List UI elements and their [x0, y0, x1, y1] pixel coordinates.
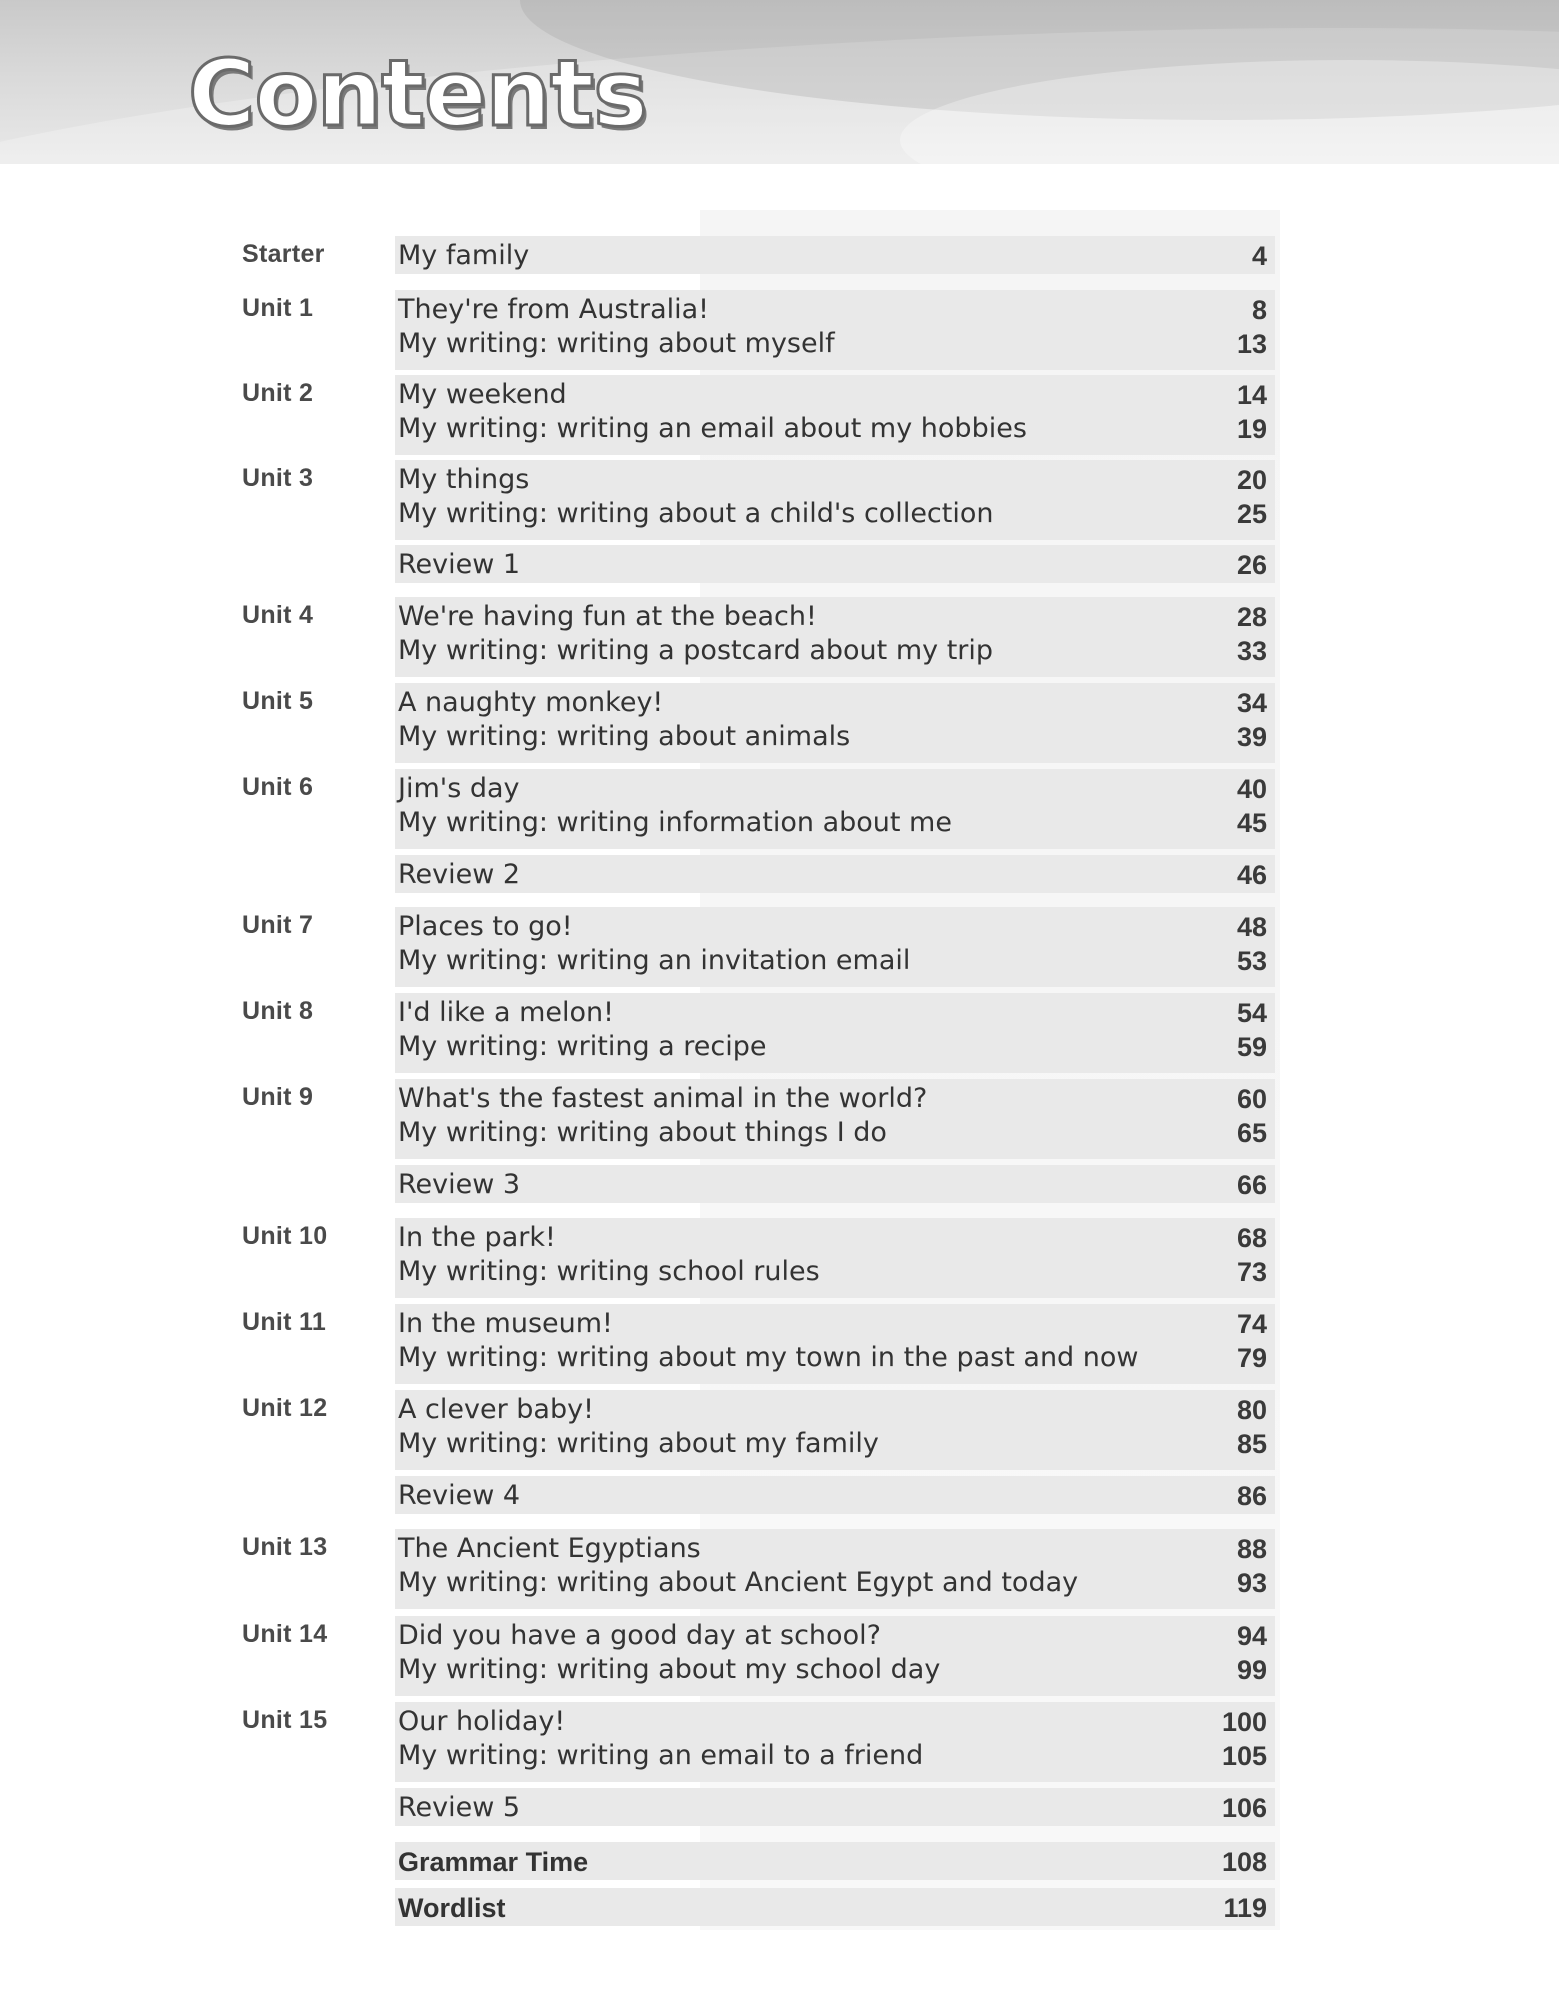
unit-label: Unit 4	[242, 601, 314, 629]
toc-line	[398, 1705, 1267, 1739]
lesson-title: Grammar Time	[398, 1847, 589, 1877]
page-number: 4	[1251, 241, 1267, 271]
unit-label: Unit 1	[242, 294, 314, 322]
unit-label: Unit 15	[242, 1706, 328, 1734]
lesson-title: In the park!	[398, 1222, 556, 1253]
page-number: 60	[1236, 1084, 1267, 1114]
lesson-title: I'd like a melon!	[398, 997, 614, 1028]
lesson-title: My writing: writing about myself	[398, 328, 835, 359]
toc-line	[398, 1393, 1267, 1427]
toc-line	[398, 996, 1267, 1030]
toc-line	[398, 1566, 1267, 1600]
page-number: 85	[1236, 1429, 1267, 1459]
page-number: 25	[1236, 499, 1267, 529]
toc-line	[398, 1427, 1267, 1461]
toc-line	[398, 1739, 1267, 1773]
toc-line	[398, 293, 1267, 327]
unit-label: Unit 9	[242, 1083, 314, 1111]
page-number: 105	[1221, 1741, 1267, 1771]
page-number: 73	[1236, 1257, 1267, 1287]
lesson-title: My writing: writing about my family	[398, 1428, 879, 1459]
toc-line	[398, 1653, 1267, 1687]
toc-line	[398, 1030, 1267, 1064]
lesson-title: My writing: writing information about me	[398, 807, 952, 838]
page-number: 59	[1236, 1032, 1267, 1062]
lesson-title: Our holiday!	[398, 1706, 566, 1737]
toc-entry	[235, 597, 1275, 677]
page-number: 80	[1236, 1395, 1267, 1425]
page-number: 79	[1236, 1343, 1267, 1373]
toc-entry	[235, 1079, 1275, 1159]
toc-line	[398, 378, 1267, 412]
toc-entry	[235, 1476, 1275, 1514]
page-number: 106	[1221, 1793, 1267, 1823]
toc-line	[398, 944, 1267, 978]
lesson-title: Review 2	[398, 859, 521, 890]
page-number: 74	[1236, 1309, 1267, 1339]
toc-line	[398, 720, 1267, 754]
toc-line	[398, 1479, 1267, 1513]
lesson-title: My writing: writing an invitation email	[398, 945, 911, 976]
toc-entry	[235, 1529, 1275, 1609]
toc-line	[398, 497, 1267, 531]
lesson-title: My things	[398, 464, 530, 495]
lesson-title: Review 5	[398, 1792, 521, 1823]
page-number: 19	[1236, 414, 1267, 444]
page-number: 86	[1236, 1481, 1267, 1511]
lesson-title: Review 4	[398, 1480, 521, 1511]
unit-label: Unit 13	[242, 1533, 328, 1561]
toc-entry	[235, 236, 1275, 274]
page-number: 100	[1221, 1707, 1267, 1737]
toc-line	[398, 1255, 1267, 1289]
page-number: 119	[1223, 1893, 1267, 1923]
toc-entry	[235, 1165, 1275, 1203]
lesson-title: My writing: writing an email to a friend	[398, 1740, 924, 1771]
page-number: 93	[1236, 1568, 1267, 1598]
toc-entry	[235, 290, 1275, 370]
lesson-title: The Ancient Egyptians	[398, 1533, 701, 1564]
lesson-title: A naughty monkey!	[398, 687, 664, 718]
page-number: 13	[1236, 329, 1267, 359]
toc-line	[398, 1619, 1267, 1653]
toc-line	[398, 463, 1267, 497]
toc-entry	[235, 907, 1275, 987]
page-number: 99	[1236, 1655, 1267, 1685]
toc-entry	[235, 1788, 1275, 1826]
toc-line	[398, 1307, 1267, 1341]
lesson-title: Wordlist	[398, 1893, 506, 1923]
lesson-title: Review 1	[398, 549, 521, 580]
lesson-title: My writing: writing a postcard about my trip	[398, 635, 994, 666]
toc-line	[398, 239, 1267, 273]
toc-entry	[235, 1888, 1275, 1926]
lesson-title: Places to go!	[398, 911, 573, 942]
page-number: 54	[1236, 998, 1267, 1028]
toc-line	[398, 1168, 1267, 1202]
lesson-title: My writing: writing an email about my hobbies	[398, 413, 1027, 444]
toc-line	[398, 1116, 1267, 1150]
toc-line	[398, 1791, 1267, 1825]
page-number: 8	[1251, 295, 1267, 325]
page-number: 68	[1236, 1223, 1267, 1253]
toc-line	[398, 327, 1267, 361]
lesson-title: Did you have a good day at school?	[398, 1620, 881, 1651]
toc-entry	[235, 1702, 1275, 1782]
lesson-title: My writing: writing about things I do	[398, 1117, 887, 1148]
toc-line	[398, 910, 1267, 944]
unit-label: Unit 14	[242, 1620, 328, 1648]
toc-line	[398, 548, 1267, 582]
unit-label: Unit 6	[242, 773, 314, 801]
toc-entry	[235, 683, 1275, 763]
unit-label: Starter	[242, 240, 325, 268]
toc-line	[398, 1532, 1267, 1566]
toc-line	[398, 1845, 1267, 1879]
page-number: 20	[1236, 465, 1267, 495]
lesson-title: We're having fun at the beach!	[398, 601, 817, 632]
lesson-title: My writing: writing about my school day	[398, 1654, 941, 1685]
lesson-title: My writing: writing about my town in the past and now	[398, 1342, 1139, 1373]
toc-line	[398, 1082, 1267, 1116]
toc-entry	[235, 1842, 1275, 1880]
toc-line	[398, 634, 1267, 668]
lesson-title: My writing: writing about animals	[398, 721, 851, 752]
lesson-title: My family	[398, 240, 530, 271]
unit-label: Unit 12	[242, 1394, 328, 1422]
toc-entry	[235, 1218, 1275, 1298]
page-number: 26	[1236, 550, 1267, 580]
toc-line	[398, 1891, 1267, 1925]
lesson-title: My writing: writing about a child's collection	[398, 498, 994, 529]
toc-entry	[235, 460, 1275, 540]
toc-entry	[235, 545, 1275, 583]
page-number: 28	[1236, 602, 1267, 632]
page-number: 48	[1236, 912, 1267, 942]
toc-line	[398, 858, 1267, 892]
page-number: 33	[1236, 636, 1267, 666]
page-number: 39	[1236, 722, 1267, 752]
page-number: 40	[1236, 774, 1267, 804]
unit-label: Unit 2	[242, 379, 314, 407]
lesson-title: A clever baby!	[398, 1394, 594, 1425]
unit-label: Unit 11	[242, 1308, 327, 1336]
page-number: 53	[1236, 946, 1267, 976]
page-number: 66	[1236, 1170, 1267, 1200]
toc-entry	[235, 1390, 1275, 1470]
toc-line	[398, 412, 1267, 446]
page-number: 34	[1236, 688, 1267, 718]
toc-line	[398, 1341, 1267, 1375]
unit-label: Unit 8	[242, 997, 314, 1025]
lesson-title: In the museum!	[398, 1308, 613, 1339]
toc-entry	[235, 993, 1275, 1073]
toc-entry	[235, 769, 1275, 849]
page-title: Contents	[188, 40, 647, 147]
lesson-title: Jim's day	[398, 773, 520, 804]
toc-line	[398, 600, 1267, 634]
toc-entry	[235, 855, 1275, 893]
page-number: 108	[1221, 1847, 1267, 1877]
toc-line	[398, 772, 1267, 806]
toc-line	[398, 686, 1267, 720]
page-number: 45	[1236, 808, 1267, 838]
unit-label: Unit 7	[242, 911, 314, 939]
page-number: 65	[1236, 1118, 1267, 1148]
unit-label: Unit 10	[242, 1222, 328, 1250]
lesson-title: My writing: writing about Ancient Egypt and today	[398, 1567, 1079, 1598]
unit-label: Unit 5	[242, 687, 314, 715]
page-number: 14	[1236, 380, 1267, 410]
lesson-title: My weekend	[398, 379, 567, 410]
unit-label: Unit 3	[242, 464, 314, 492]
page-number: 88	[1236, 1534, 1267, 1564]
lesson-title: They're from Australia!	[398, 294, 709, 325]
toc-entry	[235, 375, 1275, 455]
toc-entry	[235, 1304, 1275, 1384]
toc-line	[398, 1221, 1267, 1255]
toc-entry	[235, 1616, 1275, 1696]
lesson-title: My writing: writing a recipe	[398, 1031, 767, 1062]
lesson-title: What's the fastest animal in the world?	[398, 1083, 928, 1114]
page-number: 94	[1236, 1621, 1267, 1651]
toc-line	[398, 806, 1267, 840]
lesson-title: My writing: writing school rules	[398, 1256, 820, 1287]
page-number: 46	[1236, 860, 1267, 890]
lesson-title: Review 3	[398, 1169, 521, 1200]
